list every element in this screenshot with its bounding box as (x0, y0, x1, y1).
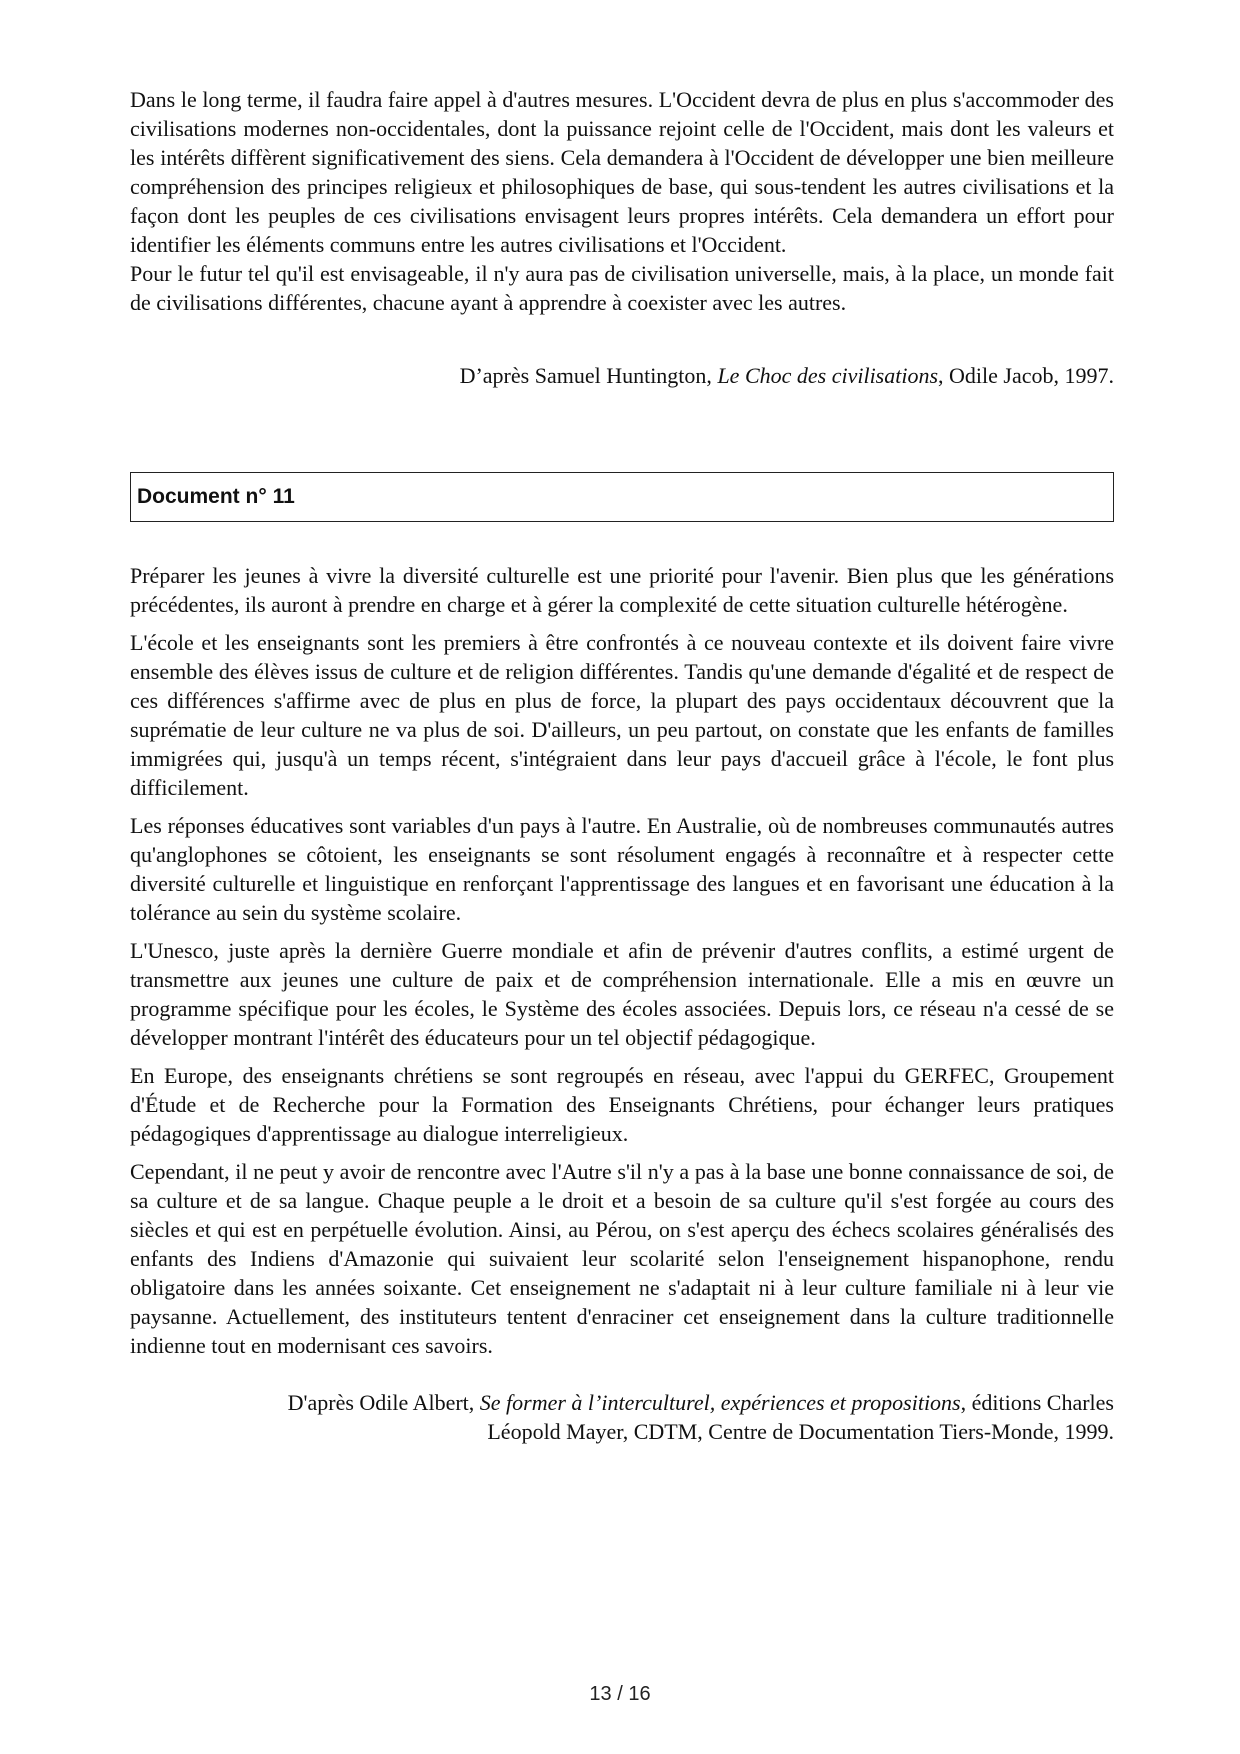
document-heading-box (130, 472, 1114, 522)
citation-author: D’après Samuel Huntington, (459, 363, 718, 388)
paragraph: Préparer les jeunes à vivre la diversité culturelle est une priorité pour l'avenir. Bien plus que les générations précédentes, ils auront à prendre en charge et à gérer la complexité de cette situation culturelle hétérogène. (130, 563, 1114, 617)
document-11-text (130, 561, 1114, 1446)
paragraph: Pour le futur tel qu'il est envisageable, il n'y aura pas de civilisation universelle, mais, à la place, un monde fait de civilisations différentes, chacune ayant à apprendre à coexister avec les autres. (130, 261, 1114, 315)
citation-publisher: , Odile Jacob, 1997. (938, 363, 1114, 388)
citation-title: Se former à l’interculturel, expériences et propositions (479, 1390, 961, 1415)
document-heading: Document n° 11 (137, 485, 295, 508)
paragraph: Cependant, il ne peut y avoir de rencontre avec l'Autre s'il n'y a pas à la base une bonne connaissance de soi, de sa culture et de sa langue. Chaque peuple a le droit et a besoin de sa culture qu'il s'est forgée au cours des siècles et qui est en perpétuelle évolution. Ainsi, au Pérou, on s'est aperçu des échecs scolaires généralisés des enfants des Indiens d'Amazonie qui suivaient leur scolarité selon l'enseignement hispanophone, rendu obligatoire dans les années soixante. Cet enseignement ne s'adaptait ni à leur culture familiale ni à leur vie paysanne. Actuellement, des instituteurs tentent d'enraciner cet enseignement dans la culture traditionnelle indienne tout en modernisant ces savoirs. (130, 1159, 1114, 1358)
page-content (130, 85, 1114, 1446)
citation-title: Le Choc des civilisations (717, 363, 939, 388)
citation-publisher-line2: Léopold Mayer, CDTM, Centre de Documentation Tiers-Monde, 1999. (487, 1419, 1114, 1444)
document-10-excerpt (130, 85, 1114, 390)
paragraph: L'école et les enseignants sont les premiers à être confrontés à ce nouveau contexte et ils doivent faire vivre ensemble des élèves issus de culture et de religion différentes. Tandis qu'une demande d'égalité et de respect de ces différences s'affirme avec de plus en plus de force, la plupart des pays occidentaux découvrent que la suprématie de leur culture ne va plus de soi. D'ailleurs, un peu partout, on constate que les enfants de familles immigrées qui, jusqu'à un temps récent, s'intégraient dans leur pays d'accueil grâce à l'école, le font plus difficilement. (130, 630, 1114, 800)
citation-publisher: , éditions Charles (960, 1390, 1114, 1415)
source-citation (130, 361, 1114, 390)
page-number: 13 / 16 (589, 1683, 651, 1705)
citation-author: D'après Odile Albert, (287, 1390, 480, 1415)
paragraph: Dans le long terme, il faudra faire appel à d'autres mesures. L'Occident devra de plus en plus s'accommoder des civilisations modernes non-occidentales, dont la puissance rejoint celle de l'Occident, mais dont les valeurs et les intérêts diffèrent significativement des siens. Cela demandera à l'Occident de développer une bien meilleure compréhension des principes religieux et philosophiques de base, qui sous-tendent les autres civilisations et la façon dont les peuples de ces civilisations envisagent leurs propres intérêts. Cela demandera un effort pour identifier les éléments communs entre les autres civilisations et l'Occident. (130, 87, 1114, 257)
paragraph: L'Unesco, juste après la dernière Guerre mondiale et afin de prévenir d'autres conflits, a estimé urgent de transmettre aux jeunes une culture de paix et de compréhension internationale. Elle a mis en œuvre un programme spécifique pour les écoles, le Système des écoles associées. Depuis lors, ce réseau n'a cessé de se développer montrant l'intérêt des éducateurs pour un tel objectif pédagogique. (130, 938, 1114, 1050)
paragraph: En Europe, des enseignants chrétiens se sont regroupés en réseau, avec l'appui du GERFEC, Groupement d'Étude et de Recherche pour la Formation des Enseignants Chrétiens, pour échanger leurs pratiques pédagogiques d'apprentissage au dialogue interreligieux. (130, 1063, 1114, 1146)
source-citation (130, 1388, 1114, 1446)
paragraph: Les réponses éducatives sont variables d'un pays à l'autre. En Australie, où de nombreuses communautés autres qu'anglophones se côtoient, les enseignants se sont résolument engagés à reconnaître et à respecter cette diversité culturelle et linguistique en renforçant l'apprentissage des langues et en favorisant une éducation à la tolérance au sein du système scolaire. (130, 813, 1114, 925)
